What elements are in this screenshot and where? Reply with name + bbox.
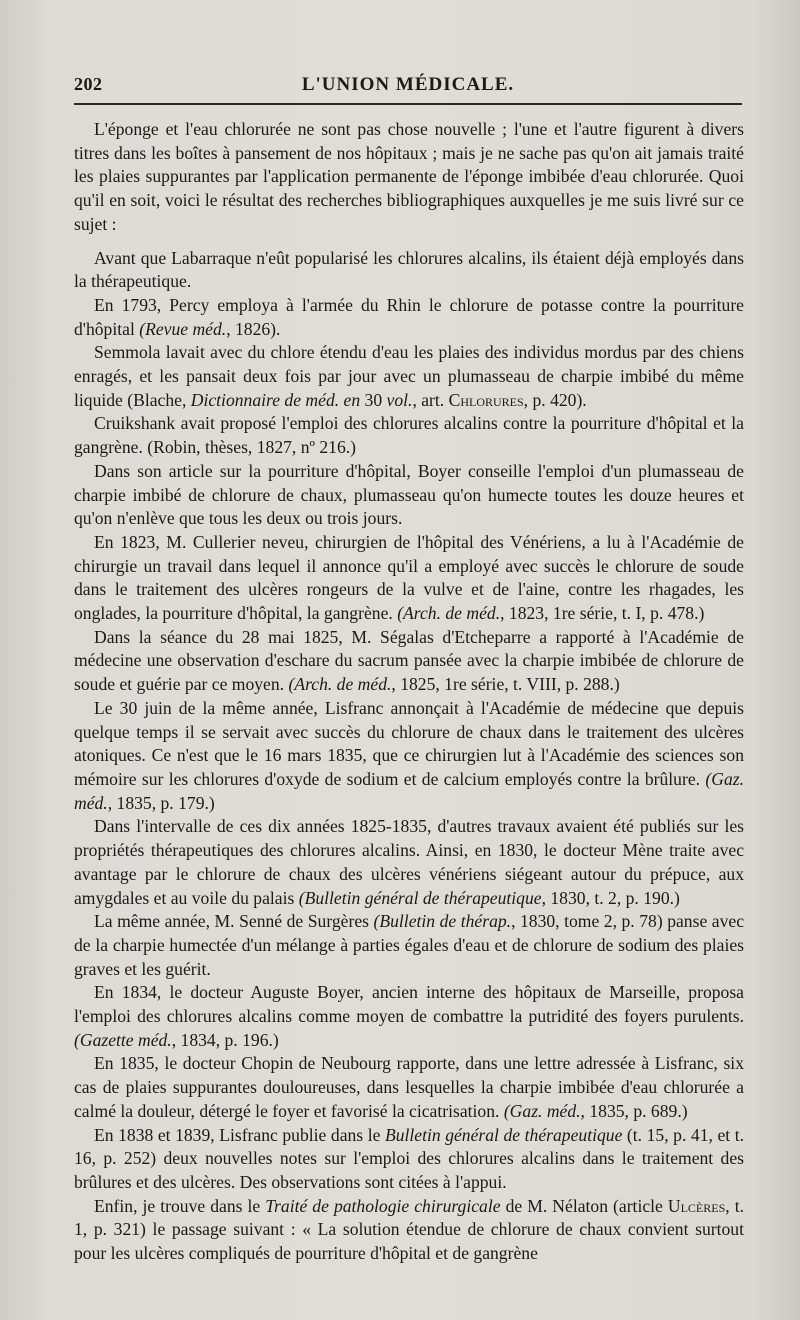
text-run: En 1793, Percy employa à l'armée du Rhin le chlorure de potasse contre la pourriture d'hôpital xyxy=(74,294,744,339)
paragraph xyxy=(74,1195,744,1266)
paragraph xyxy=(74,412,744,459)
page-header xyxy=(74,70,742,100)
paragraph xyxy=(74,247,744,294)
text-run: , art. xyxy=(412,389,449,410)
paragraph xyxy=(74,981,744,1052)
body-text xyxy=(74,118,744,1266)
italic-citation: (Bulletin général de thérapeutique xyxy=(298,887,542,908)
paragraph xyxy=(74,1124,744,1195)
paragraph xyxy=(74,294,744,341)
text-run: En 1834, le docteur Auguste Boyer, ancien interne des hôpitaux de Marseille, proposa l'emploi des chlorures alcalins comme moyen de combattre la putridité des foyers purulents. xyxy=(74,982,744,1027)
italic-citation: (Arch. de méd. xyxy=(288,674,392,695)
text-run: Cruikshank avait proposé l'emploi des chlorures alcalins contre la pourriture d'hôpital et la gangrène. (Robin, thèses, 1827, nº 216.) xyxy=(74,413,744,458)
paragraph xyxy=(74,531,744,626)
text-run: L'éponge et l'eau chlorurée ne sont pas chose nouvelle ; l'une et l'autre figurent à divers titres dans les boîtes à pansement de nos hôpitaux ; mais je ne sache pas qu'on ait jamais traité les plaies suppurantes par l'application permanente de l'éponge imbibée d'eau chlorurée. Quoi qu'il en soit, voici le résultat des recherches bibliographiques auxquelles je me suis livré sur ce sujet : xyxy=(74,119,744,234)
text-run: En 1835, le docteur Chopin de Neubourg rapporte, dans une lettre adressée à Lisfranc, six cas de plaies suppurantes douloureuses, dans lesquelles la charpie imbibée d'eau chlorurée a calmé la douleur, détergé le foyer et favorisé la cicatrisation. xyxy=(74,1053,744,1121)
small-caps-term: Ulcères xyxy=(667,1195,726,1216)
italic-citation: Traité de pathologie chirurgicale xyxy=(265,1195,501,1216)
paragraph xyxy=(74,910,744,981)
text-run: , 1825, 1re série, t. VIII, p. 288.) xyxy=(391,674,620,695)
text-run: , 1830, tome 2, p. 78) panse avec de la charpie humectée d'un mélange à parties égales d'eau et de chlorure de sodium des plaies graves et les guérit. xyxy=(74,911,745,979)
text-run: , 1823, 1re série, t. I, p. 478.) xyxy=(500,603,705,624)
paragraph xyxy=(74,341,744,412)
italic-citation: (Arch. de méd. xyxy=(397,603,501,624)
small-caps-term: Chlorures xyxy=(448,389,524,410)
italic-citation: (Revue méd. xyxy=(139,318,227,339)
text-run: , 1826). xyxy=(226,318,281,339)
paragraph xyxy=(74,1052,744,1123)
italic-citation: (Gazette méd. xyxy=(74,1029,172,1050)
text-run: Semmola lavait avec du chlore étendu d'eau les plaies des individus mordus par des chiens enragés, et les pansait deux fois par jour avec un plumasseau de charpie imbibé du même liquide (Blache, xyxy=(74,342,744,410)
text-run: Enfin, je trouve dans le xyxy=(94,1195,266,1216)
text-run: Dans l'intervalle de ces dix années 1825-1835, d'autres travaux avaient été publiés sur les propriétés thérapeutiques des chlorures alcalins. Ainsi, en 1830, le docteur Mène traite avec avantage par le chlorure de chaux des ulcères vénériens siégeant autour du prépuce, aux amygdales et au voile du palais xyxy=(74,816,744,908)
paragraph xyxy=(74,697,744,816)
text-run: , p. 420). xyxy=(523,389,587,410)
text-run: Avant que Labarraque n'eût popularisé les chlorures alcalins, ils étaient déjà employés dans la thérapeutique. xyxy=(74,247,744,292)
header-rule xyxy=(74,103,742,105)
text-run: En 1823, M. Cullerier neveu, chirurgien de l'hôpital des Vénériens, a lu à l'Académie de chirurgie un travail dans lequel il annonce qu'il a employé avec succès le chlorure de soude dans le traitement des ulcères rongeurs de la vulve et de l'aine, contre les rhagades, les onglades, la pourriture d'hôpital, la gangrène. xyxy=(74,531,744,624)
text-run: de M. Nélaton (article xyxy=(500,1195,668,1216)
italic-citation: Bulletin général de thérapeutique xyxy=(384,1124,623,1145)
paragraph xyxy=(74,626,744,697)
text-run: 30 xyxy=(360,389,387,410)
paragraph xyxy=(74,118,744,237)
text-run: Le 30 juin de la même année, Lisfranc annonçait à l'Académie de médecine que depuis quelque temps il se servait avec succès du chlorure de chaux dans le traitement des ulcères atoniques. Ce n'est que le 16 mars 1835, que ce chirurgien lut à l'Académie des sciences son mémoire sur les chlorures d'oxyde de sodium et de calcium employés contre la brûlure. xyxy=(74,697,744,789)
paragraph xyxy=(74,815,744,910)
text-run: Dans la séance du 28 mai 1825, M. Ségalas d'Etcheparre a rapporté à l'Académie de médecine une observation d'eschare du sacrum pansée avec la charpie imbibée de chlorure de soude et guérie par ce moyen. xyxy=(74,626,744,695)
page-number: 202 xyxy=(74,74,103,94)
italic-citation: Dictionnaire de méd. en xyxy=(190,389,361,410)
italic-citation: vol. xyxy=(386,389,413,410)
text-run: , 1835, p. 179.) xyxy=(107,792,215,813)
text-run: , t. 1, p. 321) le passage suivant : « La solution étendue de chlorure de chaux convient surtout pour les ulcères compliqués de pourriture d'hôpital et de gangrène xyxy=(74,1195,744,1264)
running-title: L'UNION MÉDICALE. xyxy=(301,74,515,95)
text-run: , 1830, t. 2, p. 190.) xyxy=(541,887,680,908)
text-run: En 1838 et 1839, Lisfranc publie dans le xyxy=(94,1124,385,1145)
paragraph xyxy=(74,460,744,531)
italic-citation: (Gaz. méd. xyxy=(503,1100,581,1121)
text-run: (t. 15, p. 41, et t. 16, p. 252) deux nouvelles notes sur l'emploi des chlorures alcalins dans le traitement des brûlures et des ulcères. Des observations sont citées à l'appui. xyxy=(74,1124,744,1192)
text-run: , 1834, p. 196.) xyxy=(171,1029,279,1050)
text-run: La même année, M. Senné de Surgères xyxy=(94,911,374,932)
text-run: , 1835, p. 689.) xyxy=(580,1100,688,1121)
text-run: Dans son article sur la pourriture d'hôpital, Boyer conseille l'emploi d'un plumasseau de charpie imbibé de chlorure de chaux, plumasseau qu'on humecte toutes les douze heures et qu'on n'enlève que tous les deux ou trois jours. xyxy=(74,460,744,529)
italic-citation: (Bulletin de thérap. xyxy=(373,911,512,932)
italic-citation: (Gaz. méd. xyxy=(74,768,744,813)
